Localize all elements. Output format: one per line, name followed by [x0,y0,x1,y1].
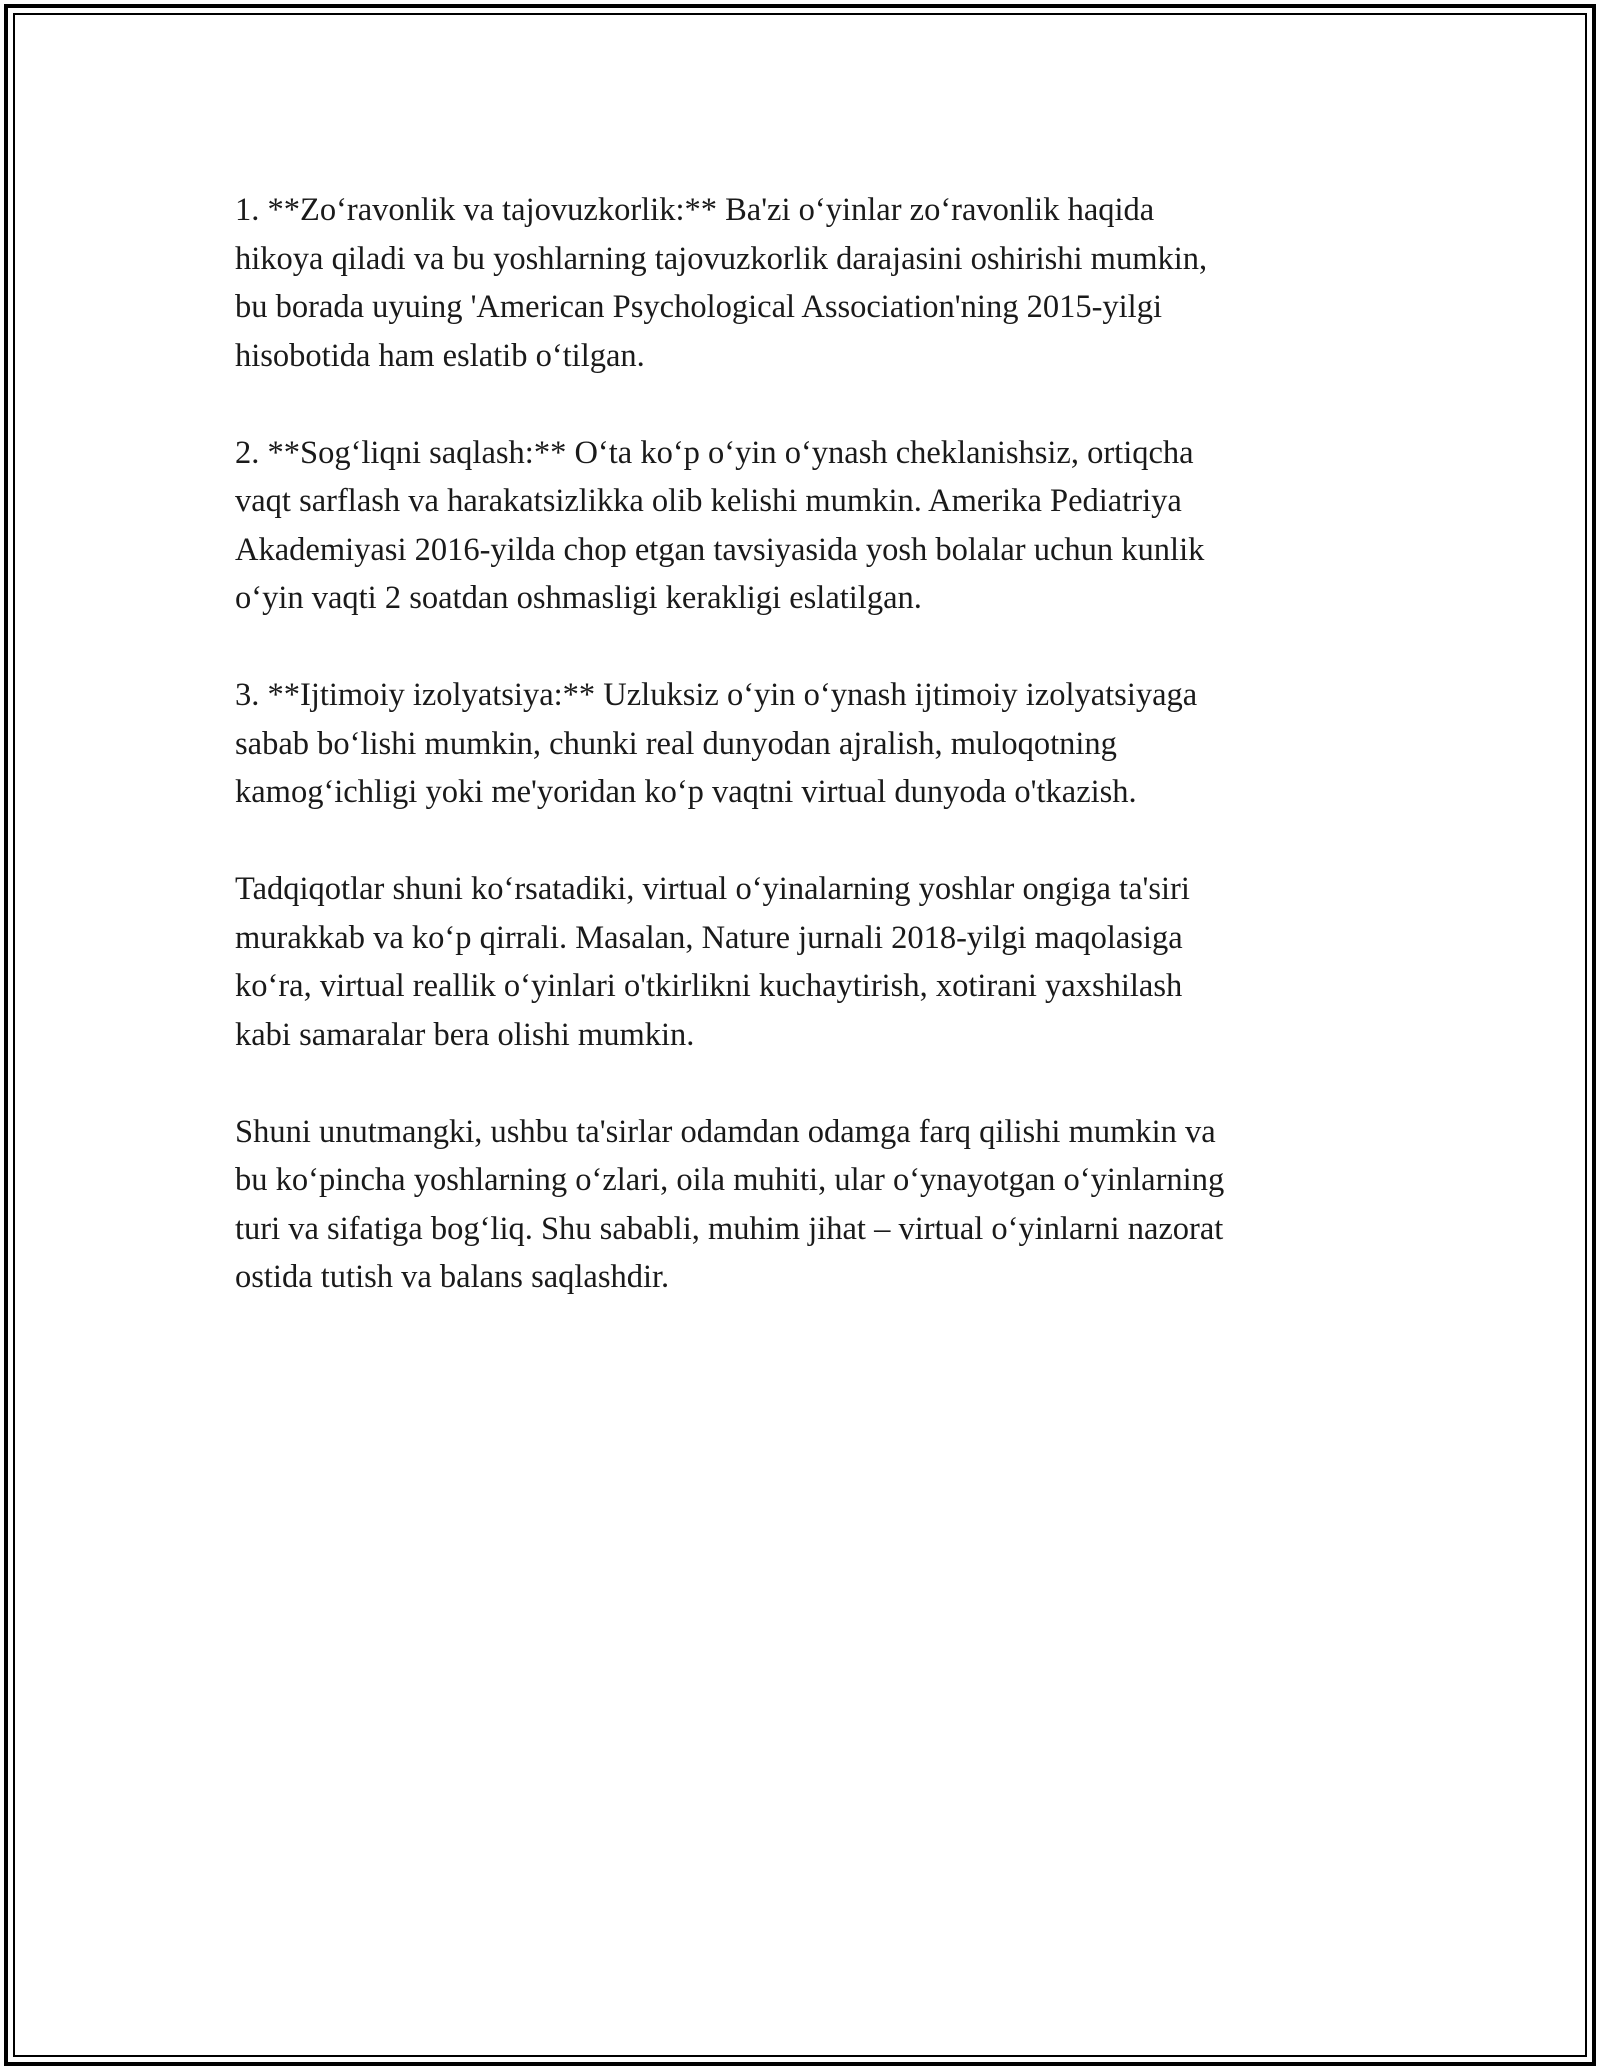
paragraph-health: 2. **Sog‘liqni saqlash:** O‘ta ko‘p o‘yin o‘ynash cheklanishsiz, ortiqcha vaqt sarflash va harakatsizlikka olib kelishi mumkin. Amerika Pediatriya Akademiyasi 2016-yilda chop etgan tavsiyasida yosh bolalar uchun kunlik o‘yin vaqti 2 soatdan oshmasligi kerakligi eslatilgan. [235,434,1205,616]
paragraph-social-isolation: 3. **Ijtimoiy izolyatsiya:** Uzluksiz o‘yin o‘ynash ijtimoiy izolyatsiyaga sabab bo‘lishi mumkin, chunki real dunyodan ajralish, muloqotning kamog‘ichligi yoki me'yoridan ko‘p vaqtni virtual dunyoda o'tkazish. [235,677,1198,810]
paragraph-violence: 1. **Zo‘ravonlik va tajovuzkorlik:** Ba'zi o‘yinlar zo‘ravonlik haqida hikoya qiladi va bu yoshlarning tajovuzkorlik darajasini oshirishi mumkin, bu borada uyuing 'American Psychological Association'ning 2015-yilgi hisobotida ham eslatib o‘tilgan. [235,192,1208,374]
document-body [235,186,1365,1302]
paragraph-research: Tadqiqotlar shuni ko‘rsatadiki, virtual o‘yinalarning yoshlar ongiga ta'siri murakkab va ko‘p qirrali. Masalan, Nature jurnali 2018-yilgi maqolasiga ko‘ra, virtual reallik o‘yinlari o'tkirlikni kuchaytirish, xotirani yaxshilash kabi samaralar bera olishi mumkin. [235,871,1190,1053]
paragraph-conclusion: Shuni unutmangki, ushbu ta'sirlar odamdan odamga farq qilishi mumkin va bu ko‘pincha yoshlarning o‘zlari, oila muhiti, ular o‘ynayotgan o‘yinlarning turi va sifatiga bog‘liq. Shu sababli, muhim jihat – virtual o‘yinlarni nazorat ostida tutish va balans saqlashdir. [235,1113,1225,1295]
